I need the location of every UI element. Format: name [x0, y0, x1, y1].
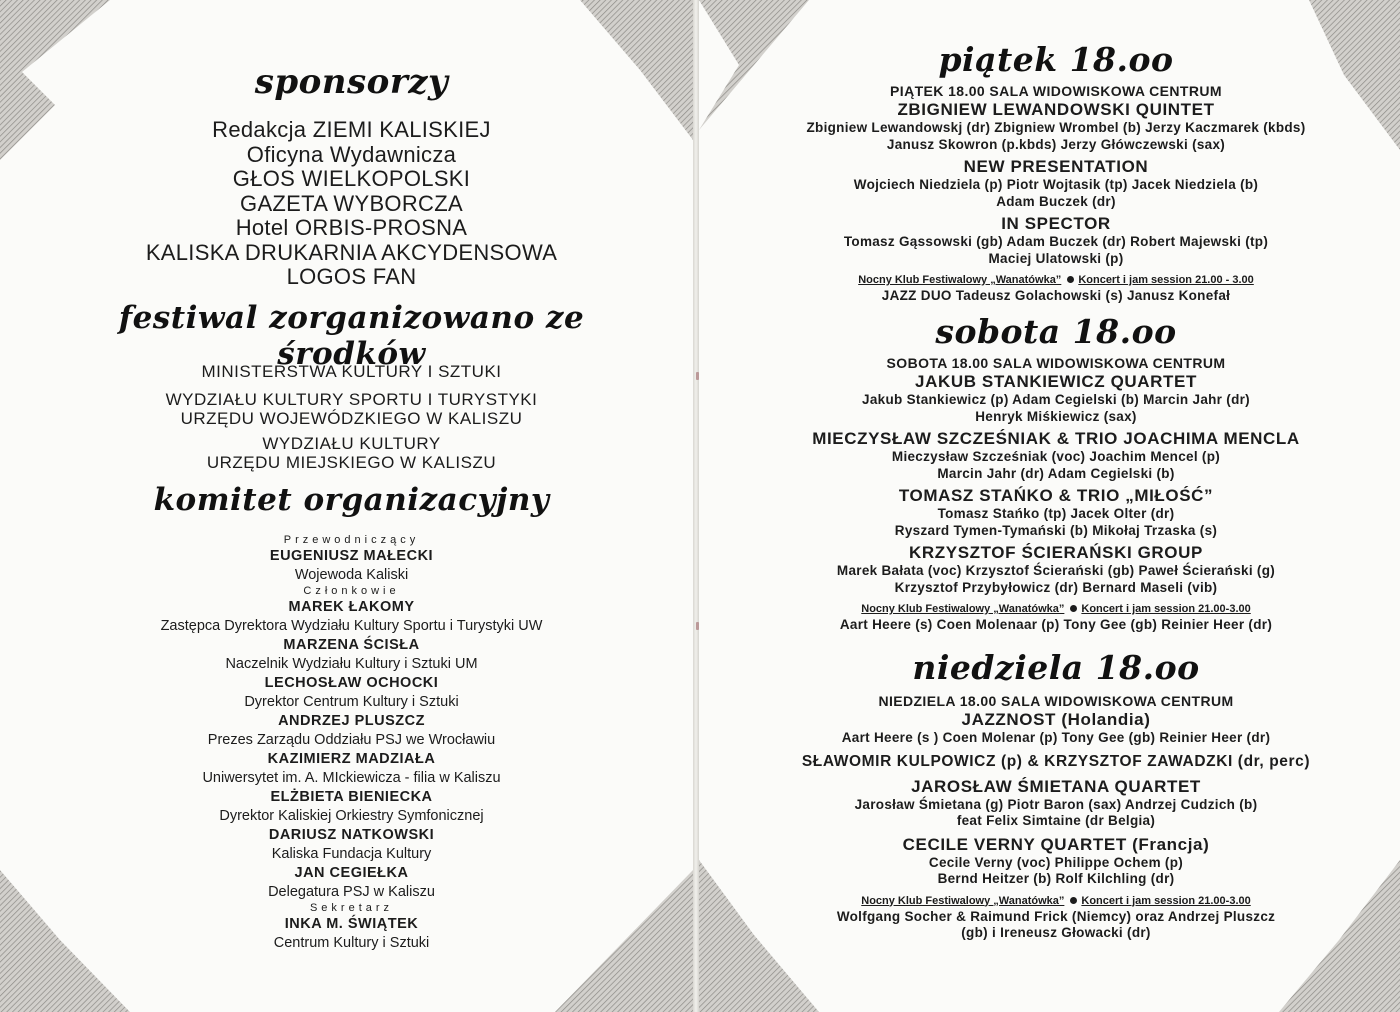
- bullet-icon: [1070, 897, 1077, 904]
- member-name: LECHOSŁAW OCHOCKI: [264, 675, 439, 691]
- ministry-line: WYDZIAŁU KULTURY: [262, 433, 441, 453]
- sponsor-item: Oficyna Wydawnicza: [246, 141, 457, 167]
- committee-heading: komitet organizacyjny: [153, 482, 550, 518]
- sponsor-item: Redakcja ZIEMI KALISKIEJ: [212, 117, 491, 142]
- ministry-line: WYDZIAŁU KULTURY SPORTU I TURYSTYKI: [165, 389, 538, 409]
- band-name: NEW PRESENTATION: [963, 157, 1149, 176]
- club-performers: Wolfgang Socher & Raimund Frick (Niemcy) oraz Andrzej Pluszcz: [836, 908, 1276, 924]
- chair-name: EUGENIUSZ MAŁECKI: [269, 548, 434, 564]
- saturday-heading: sobota 18.oo: [935, 312, 1177, 351]
- club-name: Nocny Klub Festiwalowy „Wanatówka”: [858, 274, 1062, 286]
- member-desc: Prezes Zarządu Oddziału PSJ we Wrocławiu: [207, 732, 496, 748]
- band-members: Adam Buczek (dr): [996, 193, 1116, 209]
- band-members: Mieczysław Szcześniak (voc) Joachim Mencel (p): [891, 449, 1221, 464]
- secretary-role: Sekretarz: [309, 902, 394, 914]
- saturday-section: [761, 354, 1351, 633]
- band-name: SŁAWOMIR KULPOWICZ (p) & KRZYSZTOF ZAWADZKI (dr, perc): [801, 752, 1311, 770]
- club-name: Nocny Klub Festiwalowy „Wanatówka”: [861, 603, 1065, 615]
- sunday-heading: niedziela 18.oo: [912, 648, 1200, 687]
- member-desc: Zastępca Dyrektora Wydziału Kultury Sportu i Turystyki UW: [160, 618, 543, 634]
- club-performers: JAZZ DUO Tadeusz Golachowski (s) Janusz Konefał: [881, 288, 1231, 303]
- band-name: MIECZYSŁAW SZCZEŚNIAK & TRIO JOACHIMA MENCLA: [812, 429, 1300, 448]
- committee-list: [60, 534, 643, 953]
- band-members: Bernd Heitzer (b) Rolf Kilchling (dr): [937, 871, 1175, 886]
- friday-venue: PIĄTEK 18.00 SALA WIDOWISKOWA CENTRUM: [890, 83, 1222, 99]
- members-role: Członkowie: [303, 585, 400, 597]
- band-members: Jarosław Śmietana (g) Piotr Baron (sax) Andrzej Cudzich (b): [854, 796, 1258, 812]
- ministries-list: [60, 362, 643, 473]
- bullet-icon: [1070, 605, 1077, 612]
- club-performers: Aart Heere (s) Coen Molenaar (p) Tony Gee (gb) Reinier Heer (dr): [839, 617, 1273, 632]
- sponsor-item: KALISKA DRUKARNIA AKCYDENSOWA: [145, 239, 558, 265]
- band-name: JAZZNOST (Holandia): [961, 710, 1151, 729]
- secretary-desc: Centrum Kultury i Sztuki: [273, 935, 430, 951]
- member-name: DARIUSZ NATKOWSKI: [268, 827, 435, 843]
- night-club-note: [761, 602, 1351, 617]
- ministry-line: MINISTERSTWA KULTURY I SZTUKI: [201, 362, 502, 381]
- right-page: [699, 0, 1400, 1012]
- chair-desc: Wojewoda Kaliski: [294, 567, 409, 583]
- member-desc: Delegatura PSJ w Kaliszu: [268, 884, 435, 900]
- club-session: Koncert i jam session 21.00 - 3.00: [1078, 274, 1254, 286]
- band-members: feat Felix Simtaine (dr Belgia): [956, 813, 1156, 828]
- band-members: Zbigniew Lewandowskj (dr) Zbigniew Wrombel (b) Jerzy Kaczmarek (kbds): [806, 120, 1306, 135]
- band-name: IN SPECTOR: [1001, 214, 1111, 233]
- band-members: Henryk Miśkiewicz (sax): [975, 408, 1137, 424]
- sponsor-item: LOGOS FAN: [286, 264, 417, 289]
- night-club-note: [761, 273, 1351, 288]
- band-members: Jakub Stankiewicz (p) Adam Cegielski (b) Marcin Jahr (dr): [862, 392, 1250, 407]
- member-name: MARZENA ŚCISŁA: [283, 637, 420, 653]
- band-name: JAKUB STANKIEWICZ QUARTET: [915, 372, 1197, 391]
- sponsors-heading: sponsorzy: [254, 62, 449, 102]
- ministry-line: URZĘDU WOJEWÓDZKIEGO W KALISZU: [180, 409, 523, 428]
- member-desc: Dyrektor Centrum Kultury i Sztuki: [244, 694, 459, 710]
- saturday-venue: SOBOTA 18.00 SALA WIDOWISKOWA CENTRUM: [886, 355, 1226, 371]
- band-members: Aart Heere (s ) Coen Molenar (p) Tony Gee (gb) Reinier Heer (dr): [841, 730, 1271, 745]
- sponsor-item: GŁOS WIELKOPOLSKI: [232, 166, 471, 191]
- member-name: KAZIMIERZ MADZIAŁA: [267, 751, 436, 767]
- club-session: Koncert i jam session 21.00-3.00: [1081, 894, 1251, 907]
- sponsor-item: GAZETA WYBORCZA: [240, 190, 463, 216]
- funding-heading: festiwal zorganizowano ze środków: [118, 300, 585, 372]
- club-performers: (gb) i Ireneusz Głowacki (dr): [961, 924, 1151, 940]
- band-members: Maciej Ulatowski (p): [988, 250, 1124, 266]
- member-desc: Dyrektor Kaliskiej Orkiestry Symfonicznej: [219, 808, 484, 824]
- secretary-name: INKA M. ŚWIĄTEK: [284, 916, 419, 932]
- sunday-venue: NIEDZIELA 18.00 SALA WIDOWISKOWA CENTRUM: [878, 693, 1234, 709]
- member-name: ANDRZEJ PLUSZCZ: [278, 713, 425, 729]
- chair-role: Przewodniczący: [283, 534, 420, 546]
- member-name: ELŻBIETA BIENIECKA: [270, 789, 433, 805]
- left-page: [0, 0, 693, 1012]
- sponsors-list: [60, 118, 643, 290]
- member-desc: Naczelnik Wydziału Kultury i Sztuki UM: [225, 656, 478, 672]
- club-name: Nocny Klub Festiwalowy „Wanatówka”: [861, 894, 1065, 907]
- band-name: KRZYSZTOF ŚCIERAŃSKI GROUP: [909, 543, 1203, 562]
- member-desc: Kaliska Fundacja Kultury: [271, 846, 432, 862]
- band-members: Cecile Verny (voc) Philippe Ochem (p): [928, 854, 1184, 870]
- sponsor-item: Hotel ORBIS-PROSNA: [235, 215, 468, 240]
- bullet-icon: [1067, 276, 1074, 283]
- band-members: Ryszard Tymen-Tymański (b) Mikołaj Trzaska (s): [894, 522, 1218, 538]
- band-members: Janusz Skowron (p.kbds) Jerzy Główczewski (sax): [886, 136, 1226, 152]
- ministry-line: URZĘDU MIEJSKIEGO W KALISZU: [206, 453, 497, 472]
- band-members: Tomasz Stańko (tp) Jacek Olter (dr): [937, 506, 1175, 521]
- night-club-note: [761, 894, 1351, 909]
- band-members: Krzysztof Przybyłowicz (dr) Bernard Maseli (vib): [894, 579, 1218, 595]
- band-members: Marcin Jahr (dr) Adam Cegielski (b): [937, 465, 1175, 481]
- club-session: Koncert i jam session 21.00-3.00: [1081, 603, 1251, 615]
- sunday-section: [761, 692, 1351, 941]
- band-name: JAROSŁAW ŚMIETANA QUARTET: [911, 776, 1201, 796]
- band-name: CECILE VERNY QUARTET (Francja): [902, 834, 1210, 854]
- friday-heading: piątek 18.oo: [938, 40, 1174, 79]
- member-name: MAREK ŁAKOMY: [288, 599, 415, 615]
- band-members: Marek Bałata (voc) Krzysztof Ścierański (gb) Paweł Ścierański (g): [836, 563, 1276, 578]
- band-name: TOMASZ STAŃKO & TRIO „MIŁOŚĆ”: [898, 486, 1214, 505]
- member-desc: Uniwersytet im. A. MIckiewicza - filia w Kaliszu: [202, 770, 501, 786]
- band-name: ZBIGNIEW LEWANDOWSKI QUINTET: [897, 100, 1215, 119]
- band-members: Tomasz Gąssowski (gb) Adam Buczek (dr) Robert Majewski (tp): [843, 234, 1269, 249]
- member-name: JAN CEGIEŁKA: [294, 865, 409, 881]
- band-members: Wojciech Niedziela (p) Piotr Wojtasik (tp) Jacek Niedziela (b): [853, 177, 1259, 192]
- friday-section: [761, 82, 1351, 304]
